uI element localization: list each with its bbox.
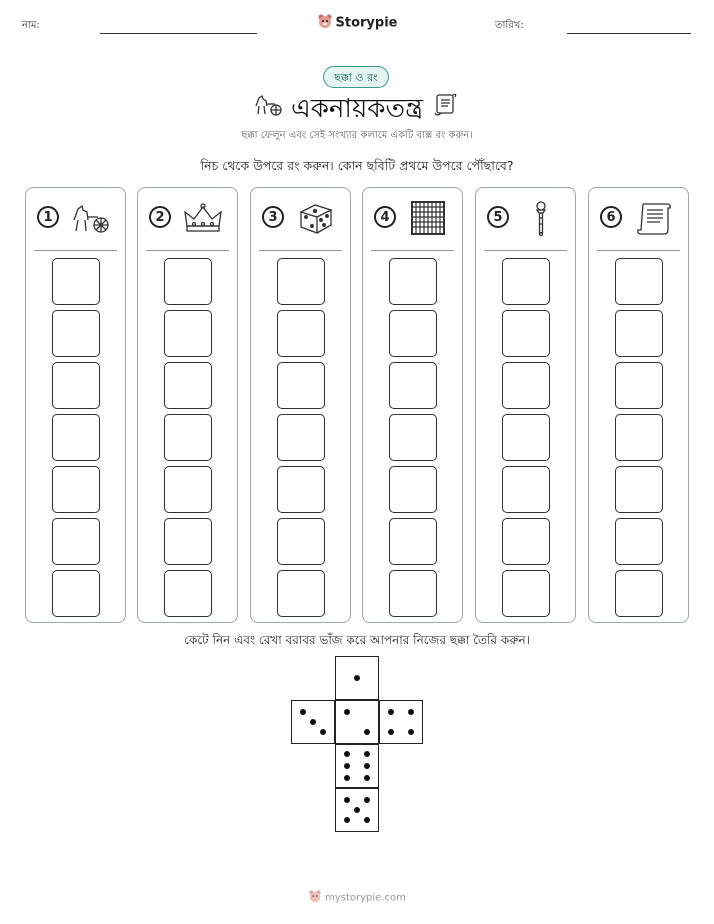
pip — [364, 763, 370, 769]
footer-site[interactable]: mystorypie.com — [325, 892, 406, 904]
column-2 — [137, 187, 238, 623]
page-title: একনায়কতন্ত্র — [290, 94, 424, 124]
color-box[interactable] — [615, 518, 663, 565]
column-divider — [484, 250, 567, 251]
color-box[interactable] — [164, 570, 212, 617]
subtitle: ছক্কা ফেলুন এবং সেই সংখ্যার কলামে একটি বাক্স রং করুন। — [241, 130, 473, 141]
pip — [310, 719, 316, 725]
pip — [364, 729, 370, 735]
dice-face-3 — [291, 700, 335, 744]
brand-name: Storypie — [335, 15, 398, 31]
pip — [408, 729, 414, 735]
color-box[interactable] — [277, 518, 325, 565]
prison-bars-icon — [407, 200, 449, 236]
column-number: 1 — [37, 206, 59, 228]
color-box[interactable] — [164, 466, 212, 513]
color-box[interactable] — [502, 362, 550, 409]
color-box[interactable] — [389, 258, 437, 305]
color-box[interactable] — [164, 362, 212, 409]
color-box[interactable] — [52, 466, 100, 513]
pip — [344, 751, 350, 757]
color-box[interactable] — [615, 310, 663, 357]
color-box[interactable] — [164, 310, 212, 357]
horse-chariot-icon — [70, 200, 112, 236]
color-box[interactable] — [277, 310, 325, 357]
name-field[interactable] — [100, 33, 257, 34]
pip — [364, 751, 370, 757]
color-box[interactable] — [52, 310, 100, 357]
color-box[interactable] — [389, 570, 437, 617]
pip — [408, 709, 414, 715]
column-3 — [250, 187, 351, 623]
color-box[interactable] — [52, 518, 100, 565]
column-5 — [475, 187, 576, 623]
color-box[interactable] — [502, 310, 550, 357]
pip — [320, 729, 326, 735]
scepter-icon — [520, 200, 562, 236]
column-number: 6 — [600, 206, 622, 228]
color-box[interactable] — [52, 362, 100, 409]
color-box[interactable] — [277, 466, 325, 513]
pip — [364, 797, 370, 803]
dice-face-6 — [335, 744, 379, 788]
column-4 — [362, 187, 463, 623]
color-box[interactable] — [502, 466, 550, 513]
pip — [344, 709, 350, 715]
column-divider — [146, 250, 229, 251]
color-box[interactable] — [389, 518, 437, 565]
column-divider — [259, 250, 342, 251]
column-number: 3 — [262, 206, 284, 228]
color-box[interactable] — [277, 570, 325, 617]
color-box[interactable] — [615, 258, 663, 305]
crown-icon — [182, 200, 224, 236]
color-box[interactable] — [389, 414, 437, 461]
column-divider — [34, 250, 117, 251]
color-box[interactable] — [277, 258, 325, 305]
dice-face-4 — [379, 700, 423, 744]
pip — [344, 775, 350, 781]
color-box[interactable] — [502, 258, 550, 305]
column-number: 2 — [149, 206, 171, 228]
column-number: 5 — [487, 206, 509, 228]
pip — [364, 817, 370, 823]
name-label: নাম: — [22, 20, 40, 31]
pip — [344, 817, 350, 823]
dice-face-5 — [335, 788, 379, 832]
color-box[interactable] — [615, 466, 663, 513]
color-box[interactable] — [52, 570, 100, 617]
pip — [388, 709, 394, 715]
color-box[interactable] — [164, 518, 212, 565]
column-divider — [371, 250, 454, 251]
color-box[interactable] — [52, 258, 100, 305]
color-box[interactable] — [389, 362, 437, 409]
date-label: তারিখ: — [495, 20, 524, 31]
color-box[interactable] — [615, 414, 663, 461]
color-box[interactable] — [502, 414, 550, 461]
color-box[interactable] — [502, 570, 550, 617]
color-box[interactable] — [164, 414, 212, 461]
pip — [344, 763, 350, 769]
pip — [388, 729, 394, 735]
column-1 — [25, 187, 126, 623]
color-box[interactable] — [389, 310, 437, 357]
dice-face-2 — [335, 700, 379, 744]
color-box[interactable] — [164, 258, 212, 305]
cut-instruction: কেটে নিন এবং রেখা বরাবর ভাঁজ করে আপনার নিজের ছক্কা তৈরি করুন। — [184, 633, 530, 647]
storypie-mascot-icon — [308, 889, 322, 906]
dice-icon — [295, 200, 337, 236]
pip — [354, 675, 360, 681]
brand-logo — [0, 13, 714, 33]
pip — [354, 807, 360, 813]
pip — [344, 797, 350, 803]
pip — [300, 709, 306, 715]
scroll-icon — [633, 200, 675, 236]
storypie-mascot-icon — [317, 13, 333, 33]
footer — [0, 889, 714, 906]
column-divider — [597, 250, 680, 251]
column-6 — [588, 187, 689, 623]
scroll-icon — [432, 92, 458, 122]
color-box[interactable] — [277, 414, 325, 461]
activity-tag: ছক্কা ও রং — [323, 66, 389, 88]
column-number: 4 — [374, 206, 396, 228]
pip — [364, 775, 370, 781]
date-field[interactable] — [567, 33, 691, 34]
instruction-text: নিচ থেকে উপরে রং করুন। কোন ছবিটি প্রথমে উপরে পৌঁছাবে? — [200, 158, 514, 173]
color-box[interactable] — [502, 518, 550, 565]
color-box[interactable] — [389, 466, 437, 513]
color-box[interactable] — [52, 414, 100, 461]
dice-face-1 — [335, 656, 379, 700]
color-box[interactable] — [277, 362, 325, 409]
color-box[interactable] — [615, 362, 663, 409]
color-box[interactable] — [615, 570, 663, 617]
